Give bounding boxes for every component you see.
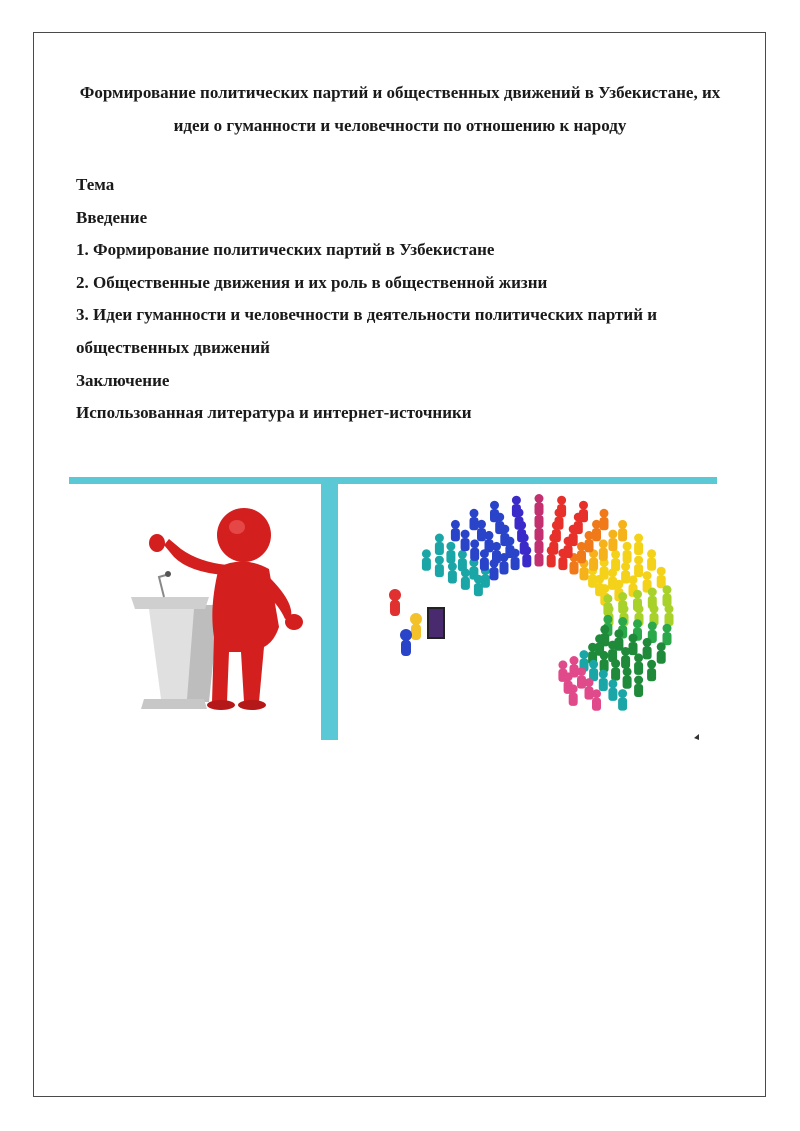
toc-item-section-3: 3. Идеи гуманности и человечности в деятельности политических партий и общественных движений [76,305,658,357]
table-of-contents [76,169,736,430]
toc-item-conclusion: Заключение [76,370,170,390]
toc-item-references: Использованная литература и интернет-источники [76,403,472,423]
toc-item-topic: Тема [76,175,115,194]
document-title: Формирование политических партий и общественных движений в Узбекистане, их идеи о гуманности и человечности по отношению к народу [79,83,721,135]
toc-item-introduction: Введение [76,207,148,227]
toc-item-section-1: 1. Формирование политических партий в Узбекистане [76,240,495,260]
toc-item-section-2: 2. Общественные движения и их роль в общественной жизни [76,272,548,292]
illustration-image [69,477,717,740]
